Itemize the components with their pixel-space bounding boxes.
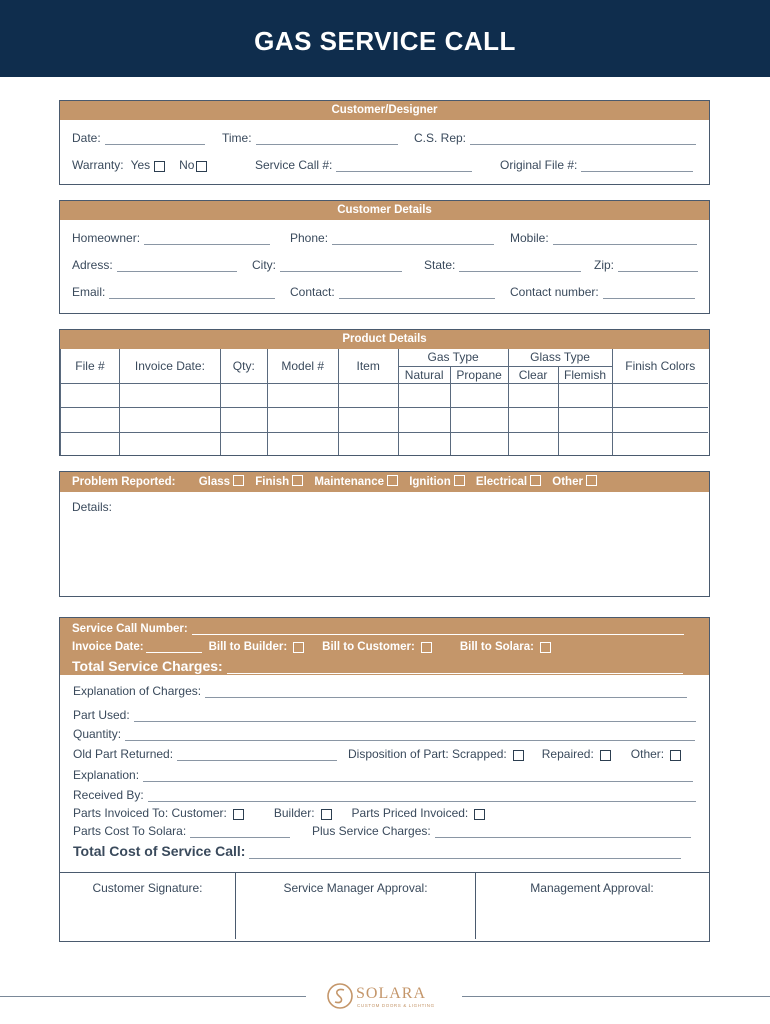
parts-cost-label: Parts Cost To Solara: [73,824,187,838]
table-cell[interactable] [558,407,612,432]
logo-text: SOLARA [356,985,427,1002]
cs-rep-field[interactable] [470,134,696,145]
bill-builder-checkbox[interactable] [293,642,304,653]
table-cell[interactable] [220,432,267,455]
quantity-label: Quantity: [73,727,122,741]
disposition-scrapped-label: Disposition of Part: Scrapped: [348,747,507,761]
table-cell[interactable] [61,383,120,407]
ignition-checkbox[interactable] [454,475,465,486]
customer-details-section [59,200,710,314]
problem-option-maintenance-label: Maintenance [314,476,384,488]
mobile-field[interactable] [553,234,697,245]
other-disposition-checkbox[interactable] [670,750,681,761]
plus-service-charges-label: Plus Service Charges: [312,824,431,838]
management-approval-label: Management Approval: [530,881,654,895]
table-row [61,432,709,455]
table-cell[interactable] [398,407,450,432]
logo-subtext: CUSTOM DOORS & LIGHTING [357,1003,435,1008]
address-field[interactable] [117,261,237,272]
bill-customer-checkbox[interactable] [421,642,432,653]
bill-builder-label: Bill to Builder: [208,641,288,653]
zip-field[interactable] [618,261,698,272]
finish-colors-header: Finish Colors [612,349,708,383]
plus-service-charges-field[interactable] [435,827,691,838]
table-cell[interactable] [398,432,450,455]
clear-header: Clear [508,366,558,383]
service-section [59,617,710,873]
table-cell[interactable] [612,407,708,432]
product-table [60,349,708,455]
bill-customer-label: Bill to Customer: [322,641,415,653]
item-header: Item [338,349,398,383]
table-cell[interactable] [612,383,708,407]
footer-divider-left [0,996,306,997]
table-cell[interactable] [338,407,398,432]
service-call-number-field[interactable] [192,624,684,635]
table-cell[interactable] [558,432,612,455]
glass-checkbox[interactable] [233,475,244,486]
contact-label: Contact: [290,285,335,299]
table-cell[interactable] [450,407,508,432]
qty-header: Qty: [220,349,267,383]
cs-rep-label: C.S. Rep: [414,131,467,145]
warranty-no-label: No [179,158,195,172]
warranty-label: Warranty: [72,158,124,172]
original-file-label: Original File #: [500,158,578,172]
table-cell[interactable] [267,407,338,432]
service-band [60,618,709,675]
propane-header: Propane [450,366,508,383]
parts-invoiced-customer-checkbox[interactable] [233,809,244,820]
table-cell[interactable] [119,407,220,432]
explanation-field[interactable] [143,771,693,782]
bill-solara-checkbox[interactable] [540,642,551,653]
finish-checkbox[interactable] [292,475,303,486]
repaired-label: Repaired: [541,747,594,761]
table-cell[interactable] [558,383,612,407]
warranty-yes-checkbox[interactable] [154,161,165,172]
table-cell[interactable] [450,383,508,407]
part-used-label: Part Used: [73,708,130,722]
problem-section [59,471,710,597]
bill-solara-label: Bill to Solara: [459,641,534,653]
mobile-label: Mobile: [510,231,549,245]
contact-field[interactable] [339,288,495,299]
explanation-label: Explanation: [73,768,140,782]
page-header [0,0,770,77]
date-field[interactable] [105,134,205,145]
product-details-title: Product Details [60,330,709,349]
phone-field[interactable] [332,234,494,245]
zip-label: Zip: [594,258,615,272]
received-by-field[interactable] [148,791,696,802]
service-call-label: Service Call #: [255,158,333,172]
parts-priced-invoiced-checkbox[interactable] [474,809,485,820]
problem-option-glass-label: Glass [198,476,231,488]
table-cell[interactable] [61,407,120,432]
customer-designer-section [59,100,710,185]
total-cost-field[interactable] [249,846,681,859]
other-label: Other: [630,747,665,761]
table-cell[interactable] [220,383,267,407]
problem-option-electrical-label: Electrical [475,476,528,488]
product-details-section [59,329,710,456]
customer-signature-label: Customer Signature: [92,881,203,895]
footer-divider-right [462,996,770,997]
contact-number-label: Contact number: [510,285,599,299]
homeowner-field[interactable] [144,234,270,245]
total-service-charges-field[interactable] [227,661,683,674]
problem-option-ignition-label: Ignition [409,476,451,488]
glass-type-header: Glass Type [508,349,612,366]
management-approval-field[interactable] [476,873,708,939]
scrapped-checkbox[interactable] [513,750,524,761]
signatures-section [59,873,710,942]
invoice-date-header: Invoice Date: [119,349,220,383]
service-call-field[interactable] [336,161,472,172]
state-field[interactable] [459,261,581,272]
table-cell[interactable] [220,407,267,432]
explanation-charges-label: Explanation of Charges: [73,684,202,698]
problem-option-finish-label: Finish [255,476,290,488]
page-title: GAS SERVICE CALL [254,26,516,56]
table-cell[interactable] [508,383,558,407]
file-header: File # [61,349,120,383]
email-label: Email: [72,285,106,299]
details-label: Details: [72,500,113,514]
time-label: Time: [222,131,252,145]
electrical-checkbox[interactable] [530,475,541,486]
table-cell[interactable] [119,383,220,407]
table-cell[interactable] [338,383,398,407]
customer-designer-title: Customer/Designer [60,101,709,120]
original-file-field[interactable] [581,161,693,172]
contact-number-field[interactable] [603,288,695,299]
state-label: State: [424,258,456,272]
service-call-number-label: Service Call Number: [72,623,188,635]
table-cell[interactable] [267,383,338,407]
table-row [61,407,709,432]
part-used-field[interactable] [134,711,696,722]
repaired-checkbox[interactable] [600,750,611,761]
solara-logo-icon [326,982,354,1010]
model-header: Model # [267,349,338,383]
warranty-yes-label: Yes [130,158,151,172]
table-row [61,383,709,407]
table-cell[interactable] [119,432,220,455]
invoice-date-field[interactable] [146,642,202,653]
city-field[interactable] [280,261,402,272]
email-field[interactable] [109,288,275,299]
table-cell[interactable] [267,432,338,455]
builder-label: Builder: [273,806,315,820]
problem-option-other-label: Other [552,476,583,488]
explanation-charges-field[interactable] [205,687,687,698]
customer-signature-field[interactable] [60,873,236,939]
total-cost-label: Total Cost of Service Call: [73,843,246,859]
customer-details-title: Customer Details [60,201,709,220]
city-label: City: [252,258,276,272]
warranty-no-checkbox[interactable] [196,161,207,172]
maintenance-checkbox[interactable] [387,475,398,486]
parts-invoiced-customer-label: Parts Invoiced To: Customer: [73,806,227,820]
received-by-label: Received By: [73,788,144,802]
table-cell[interactable] [450,432,508,455]
old-part-returned-field[interactable] [177,750,337,761]
table-cell[interactable] [612,432,708,455]
old-part-returned-label: Old Part Returned: [73,747,174,761]
total-service-charges-label: Total Service Charges: [72,658,223,674]
solara-logo [326,982,446,1012]
parts-priced-invoiced-label: Parts Priced Invoiced: [351,806,469,820]
address-label: Adress: [72,258,113,272]
table-cell[interactable] [508,432,558,455]
quantity-field[interactable] [125,730,695,741]
service-manager-approval-field[interactable] [236,873,476,939]
other-checkbox[interactable] [586,475,597,486]
details-field[interactable] [60,512,709,596]
flemish-header: Flemish [558,366,612,383]
phone-label: Phone: [290,231,329,245]
problem-reported-label: Problem Reported: [72,476,176,488]
problem-band [60,472,709,492]
invoice-date-label: Invoice Date: [72,641,144,653]
table-cell[interactable] [338,432,398,455]
parts-cost-field[interactable] [190,827,290,838]
builder-checkbox[interactable] [321,809,332,820]
table-cell[interactable] [508,407,558,432]
service-manager-approval-label: Service Manager Approval: [283,881,428,895]
homeowner-label: Homeowner: [72,231,141,245]
table-cell[interactable] [61,432,120,455]
table-cell[interactable] [398,383,450,407]
gas-type-header: Gas Type [398,349,508,366]
time-field[interactable] [256,134,398,145]
natural-header: Natural [398,366,450,383]
date-label: Date: [72,131,101,145]
